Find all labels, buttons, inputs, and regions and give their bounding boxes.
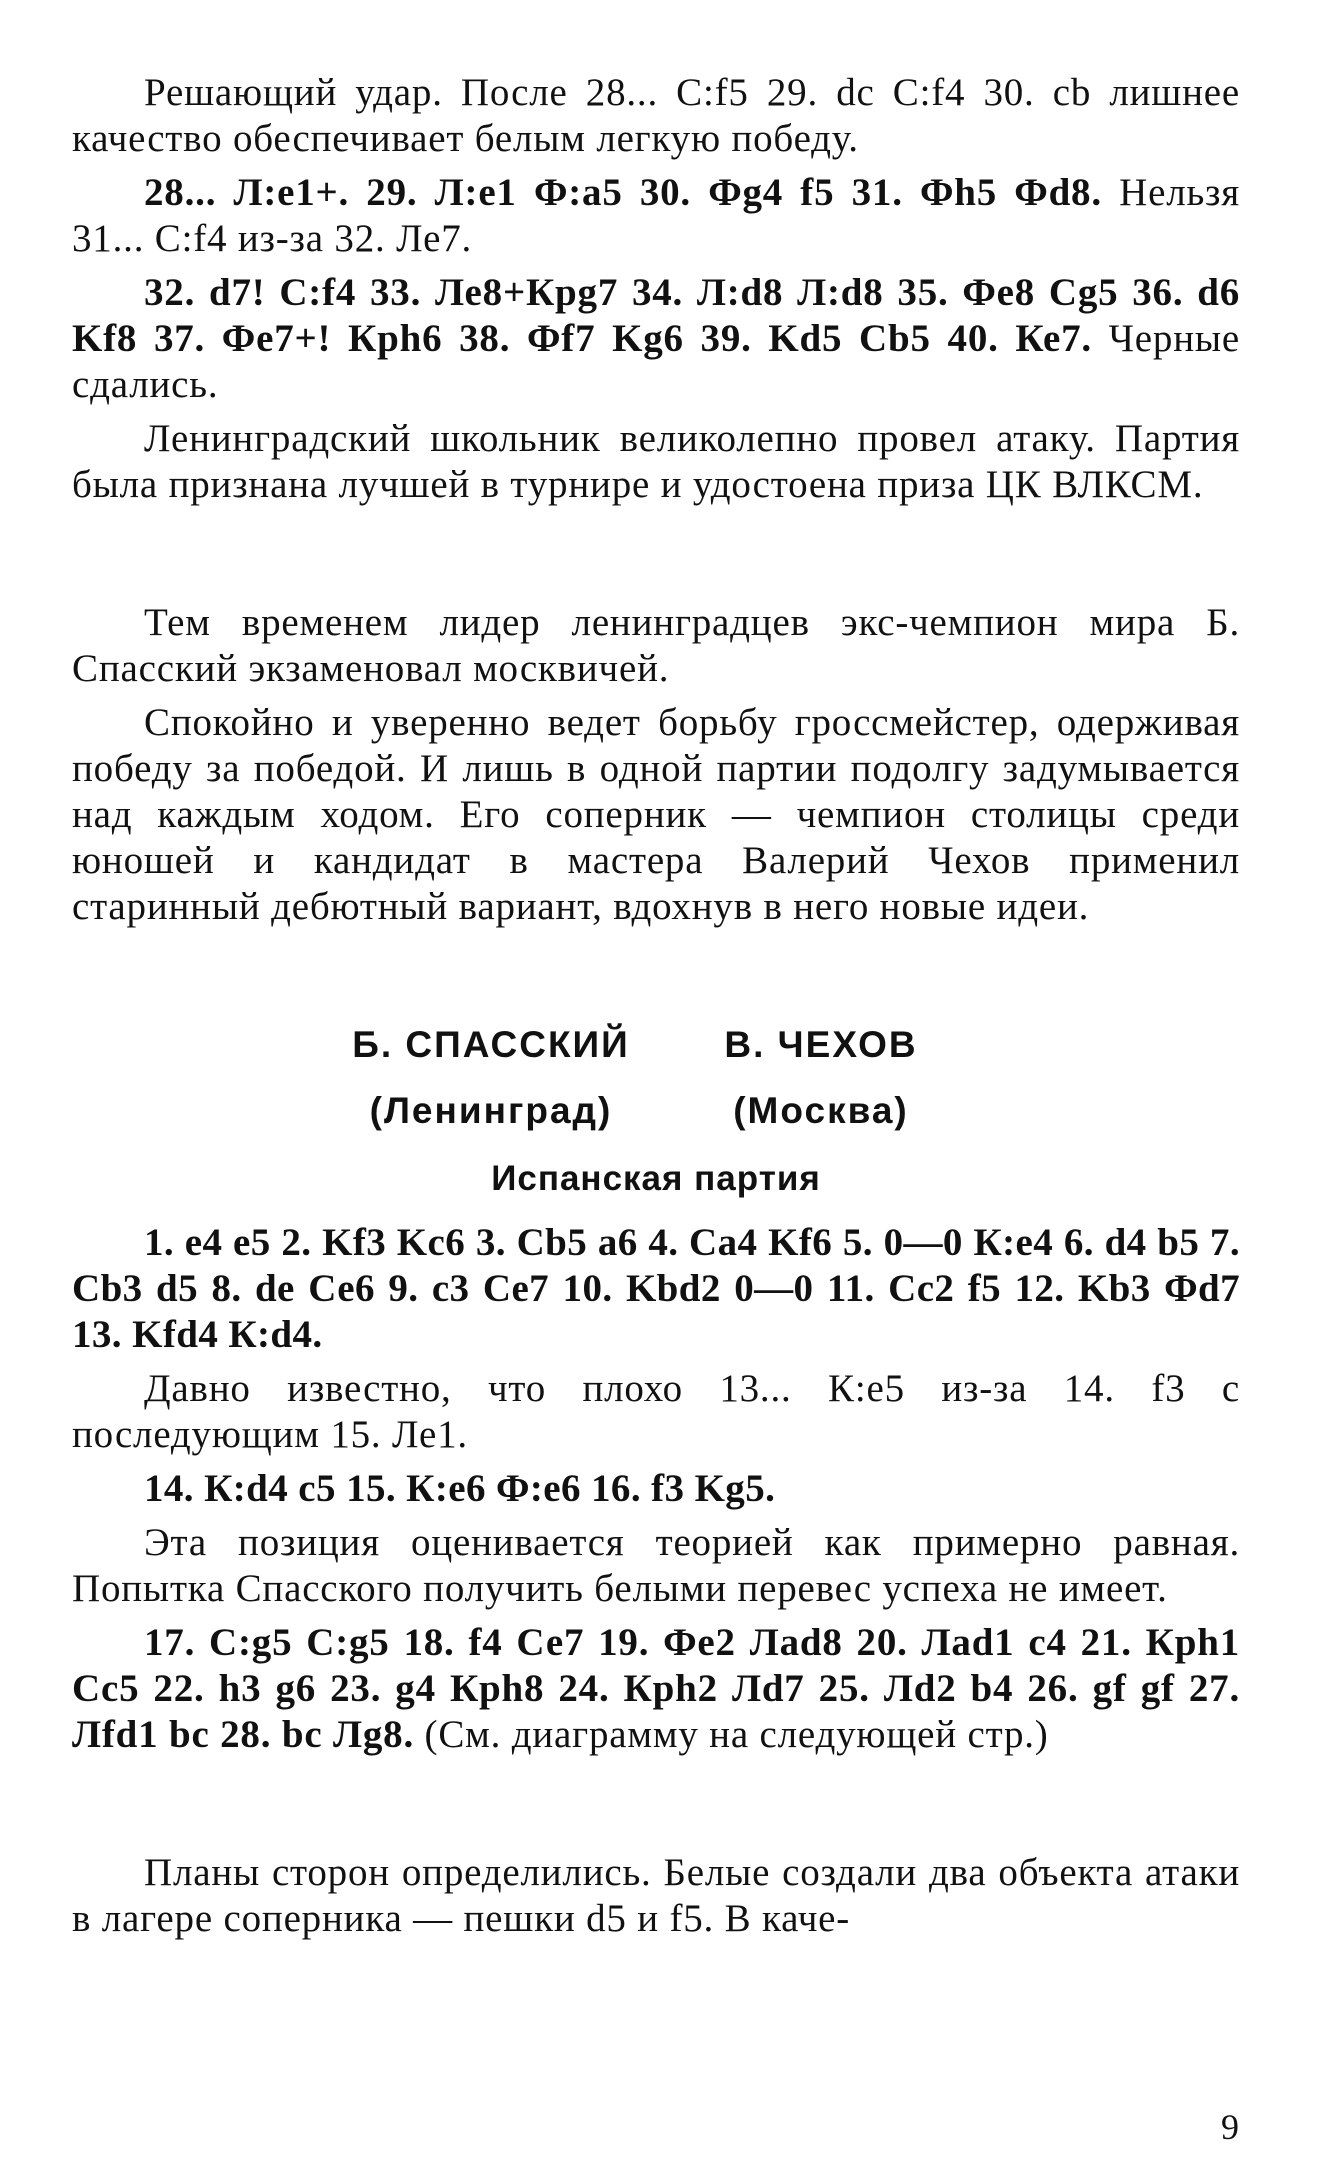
commentary-text: Нельзя 31... С:f4 из-за 32. Ле7. xyxy=(72,171,1241,260)
commentary-paragraph: Тем временем лидер ленинградцев экс-чемпион мира Б. Спасский экзаменовал москвичей. xyxy=(72,601,1240,690)
moves-text: 28... Л:e1+. 29. Л:e1 Ф:a5 30. Фg4 f5 31. Фh5 Фd8. xyxy=(144,171,1102,214)
commentary-text: Черные сдались. xyxy=(72,317,1240,406)
moves-text: 32. d7! С:f4 33. Ле8+Крg7 34. Л:d8 Л:d8 35. Фе8 Cg5 36. d6 Kf8 37. Фе7+! Крh6 38. Фf7 Kg6 39. Kd5 Cb5 40. Ке7. xyxy=(72,271,1240,360)
commentary-paragraph: Ленинградский школьник великолепно провел атаку. Партия была признана лучшей в турнире и удостоена приза ЦК ВЛКСМ. xyxy=(72,417,1240,506)
commentary-paragraph: Решающий удар. После 28... С:f5 29. dc C:f4 30. cb лишнее качество обеспечивает белым легкую победу. xyxy=(72,71,1240,160)
commentary-paragraph: Давно известно, что плохо 13... К:e5 из-за 14. f3 с последующим 15. Ле1. xyxy=(72,1367,1240,1456)
commentary-paragraph: Планы сторон определились. Белые создали два объекта атаки в лагере соперника — пешки d5 и f5. В каче- xyxy=(72,1851,1240,1940)
black-city: (Москва) xyxy=(733,1090,909,1131)
game-cities xyxy=(72,1088,1240,1134)
moves-paragraph: 14. К:d4 c5 15. К:e6 Ф:e6 16. f3 Kg5. xyxy=(144,1467,776,1510)
commentary-text: (См. диаграмму на следующей стр.) xyxy=(414,1713,1049,1756)
white-city: (Ленинград) xyxy=(369,1090,613,1131)
commentary-paragraph: Эта позиция оценивается теорией как примерно равная. Попытка Спасского получить белыми перевес успеха не имеет. xyxy=(72,1521,1240,1610)
commentary-paragraph: Спокойно и уверенно ведет борьбу гроссмейстер, одерживая победу за победой. И лишь в одной партии подолгу задумывается над каждым ходом. Его соперник — чемпион столицы среди юношей и кандидат в мастера Валерий Чехов применил старинный дебютный вариант, вдохнув в него новые идеи. xyxy=(72,701,1240,928)
game-players xyxy=(72,1022,1240,1068)
moves-paragraph xyxy=(72,170,1240,262)
page-number: 9 xyxy=(1221,2107,1239,2147)
moves-text: 17. С:g5 С:g5 18. f4 Се7 19. Фе2 Лаd8 20. Лаd1 c4 21. Крh1 Cc5 22. h3 g6 23. g4 Крh8 24. Крh2 Лd7 25. Лd2 b4 26. gf gf 27. Лfd1 bc 28. bc Лg8. xyxy=(72,1621,1240,1756)
moves-paragraph xyxy=(72,1620,1240,1758)
moves-paragraph xyxy=(72,270,1240,408)
white-player: Б. СПАССКИЙ xyxy=(352,1024,630,1065)
moves-paragraph: 1. e4 e5 2. Kf3 Kc6 3. Cb5 a6 4. Ca4 Kf6 5. 0—0 К:e4 6. d4 b5 7. Cb3 d5 8. de Се6 9. c3 Ce7 10. Kbd2 0—0 11. Cc2 f5 12. Kb3 Фd7 13. Kfd4 К:d4. xyxy=(72,1221,1240,1356)
opening-title: Испанская партия xyxy=(491,1159,821,1198)
black-player: В. ЧЕХОВ xyxy=(724,1024,918,1065)
book-page xyxy=(72,70,1240,1942)
